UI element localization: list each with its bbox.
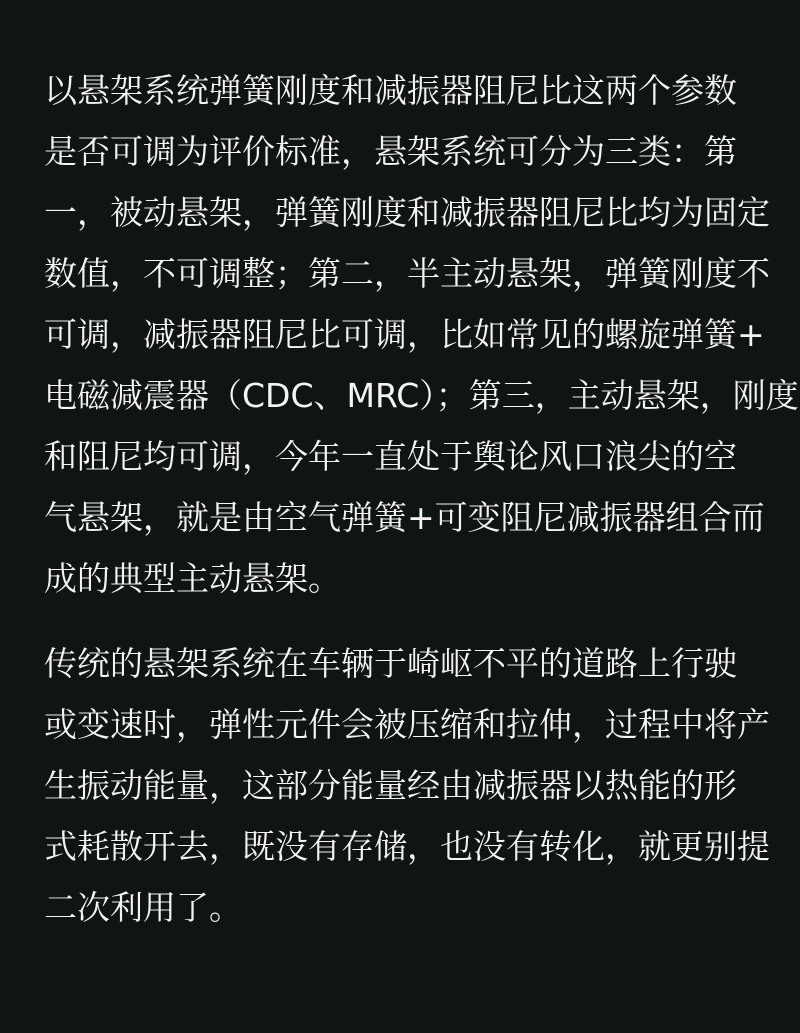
paragraph-line: 生振动能量，这部分能量经由减振器以热能的形 xyxy=(44,766,737,805)
paragraph-line: 式耗散开去，既没有存储，也没有转化，就更别提 xyxy=(44,827,770,866)
article-body xyxy=(44,60,799,938)
paragraph-1 xyxy=(44,60,799,609)
paragraph-2 xyxy=(44,633,770,938)
paragraph-line: 气悬架，就是由空气弹簧+可变阻尼减振器组合而 xyxy=(44,498,765,537)
paragraph-line: 电磁减震器（CDC、MRC）；第三，主动悬架，刚度 xyxy=(44,376,799,415)
paragraph-line: 一，被动悬架，弹簧刚度和减振器阻尼比均为固定 xyxy=(44,193,770,232)
paragraph-line: 以悬架系统弹簧刚度和减振器阻尼比这两个参数 xyxy=(44,71,737,110)
paragraph-line: 数值，不可调整；第二，半主动悬架，弹簧刚度不 xyxy=(44,254,770,293)
paragraph-line: 传统的悬架系统在车辆于崎岖不平的道路上行驶 xyxy=(44,644,737,683)
paragraph-line: 是否可调为评价标准，悬架系统可分为三类：第 xyxy=(44,132,737,171)
paragraph-line: 和阻尼均可调，今年一直处于舆论风口浪尖的空 xyxy=(44,437,737,476)
paragraph-line: 可调，减振器阻尼比可调，比如常见的螺旋弹簧+ xyxy=(44,315,765,354)
paragraph-line: 或变速时，弹性元件会被压缩和拉伸，过程中将产 xyxy=(44,705,770,744)
paragraph-line: 成的典型主动悬架。 xyxy=(44,559,341,598)
paragraph-line: 二次利用了。 xyxy=(44,888,242,927)
